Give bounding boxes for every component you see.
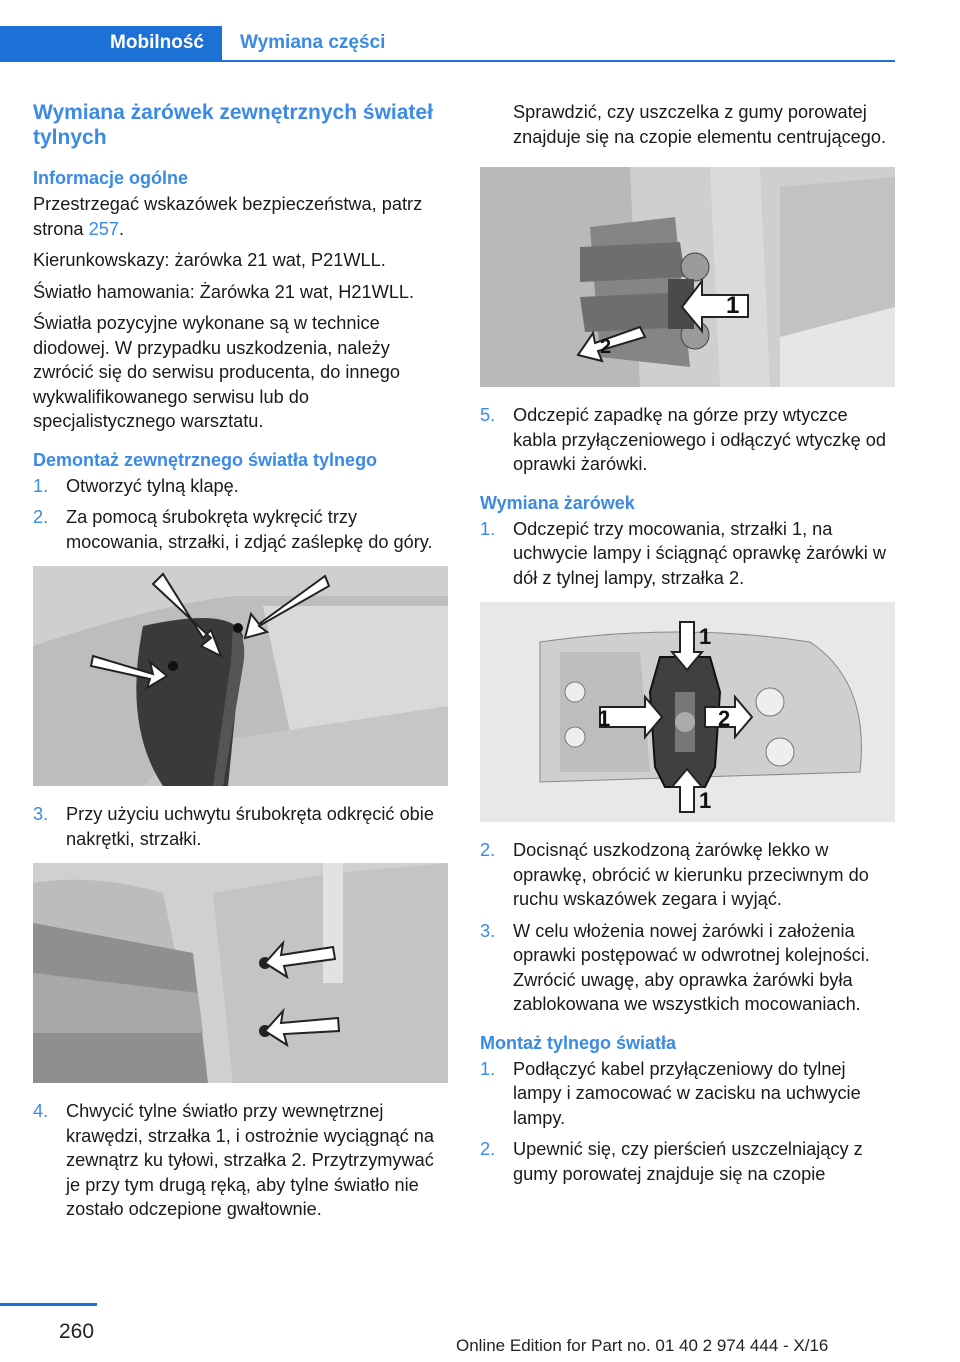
step-number: 5. [480,405,496,425]
install-steps [480,1057,896,1187]
figure-lamp-connector [480,167,895,387]
step-text: Za pomocą śrubokręta wykręcić trzy mocowania, strzałki, i zdjąć zaślepkę do góry. [66,507,433,552]
page-number: 260 [59,1320,95,1343]
list-item [33,1099,449,1222]
bulb-steps-cont [480,838,896,1017]
list-item [480,403,896,477]
callout-1-bottom: 1 [699,788,712,813]
callout-1-left: 1 [598,706,611,731]
section-title: Wymiana żarówek zewnętrznych świateł tylnych [33,101,433,149]
step-number: 2. [480,840,496,860]
turn-signal-spec: Kierunkowskazy: żarówka 21 wat, P21WLL. [33,250,386,270]
lamp-connector-illustration [480,167,895,387]
step-text: Chwycić tylne światło przy wewnętrznej krawędzi, strzałka 1, i ostrożnie wyciągnąć na zewnątrz ku tyłowi, strzałka 2. Przytrzymywać je przy tym drugą ręką, aby tylne światło nie zostało odczepione gwałtownie. [66,1101,434,1219]
bulb-steps [480,517,896,591]
step-text: Odczepić zapadkę na górze przy wtyczce kabla przyłączeniowego i odłączyć wtyczkę od oprawki żarówki. [513,405,887,474]
connector-steps [480,403,896,477]
list-item [480,1137,896,1186]
callout-2: 2 [600,336,612,358]
tail-light-nuts-illustration [33,863,448,1083]
list-item [480,517,896,591]
callout-1: 1 [726,292,740,319]
list-item [33,802,449,851]
edition-note: Online Edition for Part no. 01 40 2 974 444 - X/16 [456,1336,829,1355]
position-lights-note: Światła pozycyjne wykonane są w technice diodowej. W przypadku uszkodzenia, należy zwrócić się do serwisu producenta, do innego wykwalifikowanego serwisu lub do specjalistycznego warsztatu. [33,313,400,431]
list-item [480,838,896,912]
left-column [33,100,449,1229]
step-text: Odczepić trzy mocowania, strzałki 1, na uchwycie lampy i ściągnąć oprawkę żarówki w dół z tylnej lampy, strzałka 2. [513,518,886,588]
heading-replace-bulbs: Wymiana żarówek [480,492,635,513]
step-number: 1. [33,475,49,496]
step-text: W celu włożenia nowej żarówki i założenia oprawki postępować w odwrotnej kolejności. Zwrócić uwagę, aby oprawka żarówki była zablokowana we wszystkich mocowaniach. [513,920,870,1014]
safety-text: Przestrzegać wskazówek bezpieczeństwa, patrz strona [33,194,423,239]
list-item [480,1057,896,1131]
brake-light-spec: Światło hamowania: Żarówka 21 wat, H21WLL. [33,281,415,302]
right-column [480,100,896,1193]
step-number: 4. [33,1101,49,1121]
callout-2-right: 2 [718,706,731,731]
step-text: Otworzyć tylną klapę. [66,475,239,496]
step-number: 2. [33,507,49,527]
figure-bulb-holder [480,602,895,822]
callout-1-top: 1 [699,624,712,649]
step-text: Docisnąć uszkodzoną żarówkę lekko w oprawkę, obrócić w kierunku przeciwnym do ruchu wskazówek zegara i wyjąć. [513,840,869,909]
bulb-holder-illustration [480,602,895,822]
tab-mobilnosc[interactable]: Mobilność [0,26,222,60]
step-number: 3. [33,804,49,824]
safety-suffix: . [118,218,125,239]
step-text: Przy użyciu uchwytu śrubokręta odkręcić obie nakrętki, strzałki. [66,804,434,849]
figure-trunk-cover [33,566,448,786]
step-number: 2. [480,1139,496,1159]
step-text: Upewnić się, czy pierścień uszczelniający z gumy porowatej znajduje się na czopie [513,1139,863,1184]
footer-rule [0,1303,97,1306]
list-item [33,505,449,554]
step-text: Podłączyć kabel przyłączeniowy do tylnej lampy i zamocować w zacisku na uchwycie lampy. [513,1058,861,1128]
removal-steps [33,474,449,555]
page-header [0,26,895,62]
heading-general-info: Informacje ogólne [33,168,189,188]
step-number: 3. [480,920,496,941]
removal-steps-final [33,1099,449,1222]
step-number: 1. [480,518,496,539]
heading-install: Montaż tylnego światła [480,1032,677,1053]
list-item [480,919,896,1017]
header-rule [0,60,895,62]
safety-note [33,192,449,241]
list-item [33,474,449,499]
page-link-257[interactable]: 257 [88,218,119,239]
figure-tail-light-nuts [33,863,448,1083]
tab-wymiana-czesci[interactable]: Wymiana części [240,32,386,53]
seal-check-note: Sprawdzić, czy uszczelka z gumy porowatej znajduje się na czopie elementu centrującego. [513,102,887,147]
heading-removal: Demontaż zewnętrznego światła tylnego [33,449,378,470]
removal-steps-cont [33,802,449,851]
step-number: 1. [480,1058,496,1079]
trunk-cover-illustration [33,566,448,786]
